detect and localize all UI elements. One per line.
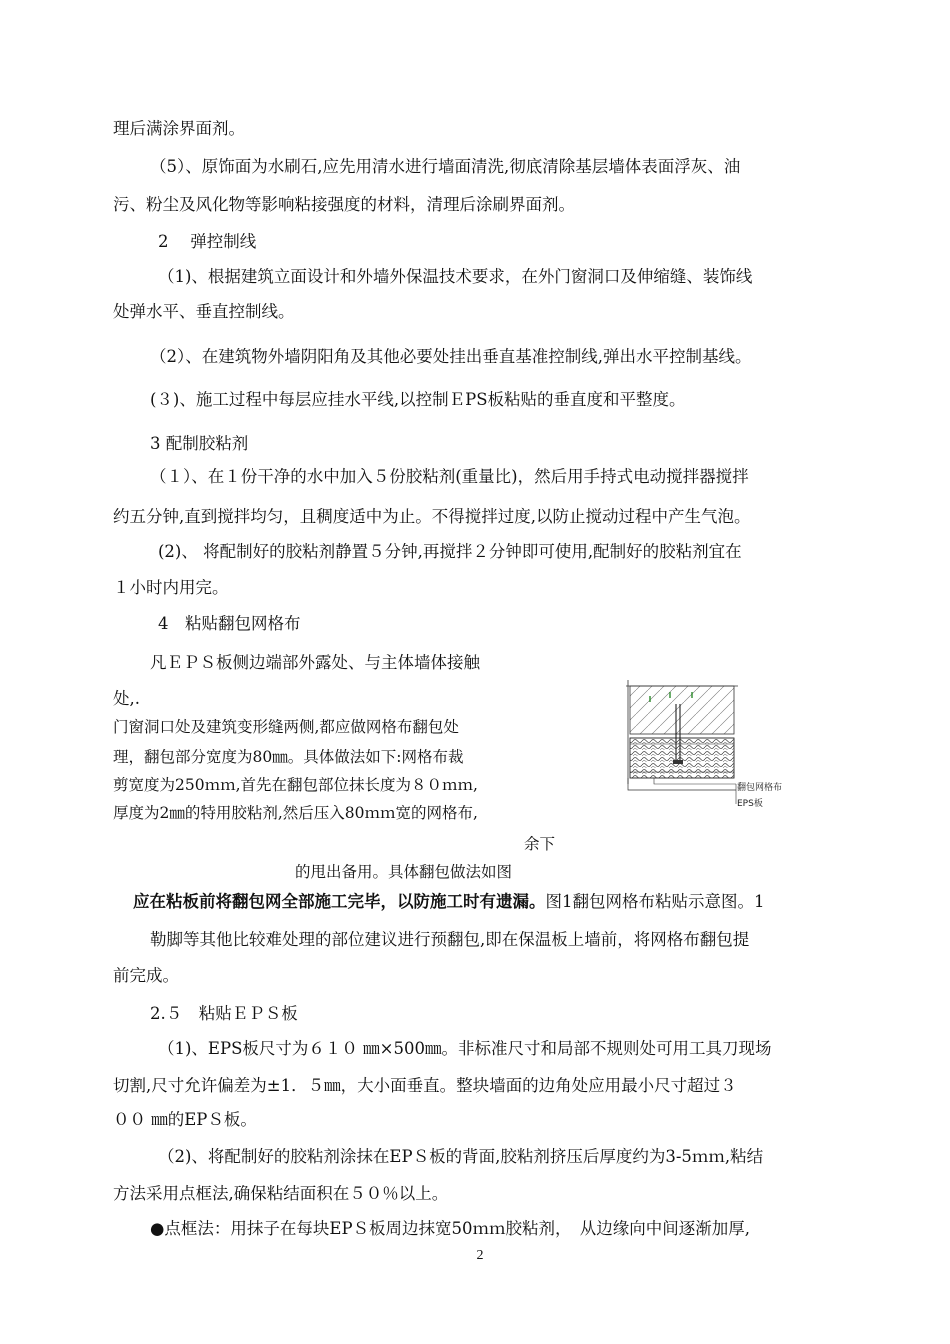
text-line: 勒脚等其他比较难处理的部位建议进行预翻包,即在保温板上墙前，将网格布翻包提 — [150, 930, 750, 949]
text-line: 前完成。 — [113, 966, 179, 985]
text-line: ００ ㎜的EPＳ板。 — [113, 1110, 257, 1129]
figure-caption: 图1翻包网格布粘贴示意图。1 — [545, 892, 765, 911]
text-line: 约五分钟,直到搅拌均匀，且稠度适中为止。不得搅拌过度,以防止搅动过程中产生气泡。 — [113, 507, 751, 526]
label-mesh: 翻包网格布 — [737, 783, 783, 793]
text-line: 门窗洞口处及建筑变形缝两侧,都应做网格布翻包处 — [113, 718, 459, 736]
bold-notice: 应在粘板前将翻包网全部施工完毕，以防施工时有遗漏。 — [133, 892, 546, 911]
text-line-emphasis — [133, 891, 765, 913]
text-line: (2)、 将配制好的胶粘剂静置５分钟,再搅拌２分钟即可使用,配制好的胶粘剂宜在 — [158, 542, 742, 561]
text-line: （1)、根据建筑立面设计和外墙外保温技术要求，在外门窗洞口及伸缩缝、装饰线 — [158, 267, 753, 286]
label-eps: EPS板 — [737, 799, 763, 809]
text-line: ●点框法：用抹子在每块EPＳ板周边抹宽50ｍｍ胶粘剂， 从边缘向中间逐渐加厚, — [150, 1219, 751, 1238]
page-number: 2 — [476, 1248, 484, 1263]
text-line: （2）、在建筑物外墙阴阳角及其他必要处挂出垂直基准控制线,弹出水平控制基线。 — [150, 347, 752, 366]
text-line: （1)、EPS板尺寸为６１０ ㎜×500㎜。非标准尺寸和局部不规则处可用工具刀现场 — [158, 1039, 772, 1058]
text-line: 污、粉尘及风化物等影响粘接强度的材料，清理后涂刷界面剂。 — [113, 195, 575, 214]
text-line: 的甩出备用。具体翻包做法如图 — [295, 863, 513, 881]
text-line: 处弹水平、垂直控制线。 — [113, 302, 295, 321]
eps-board — [630, 738, 734, 778]
section-heading: 2.５ 粘贴ＥＰＳ板 — [150, 1004, 298, 1023]
text-line: 切割,尺寸允许偏差为±1．５㎜，大小面垂直。整块墙面的边角处应用最小尺寸超过３ — [113, 1076, 737, 1095]
text-line: （5）、原饰面为水刷石,应先用清水进行墙面清洗,彻底清除基层墙体表面浮灰、油 — [150, 157, 741, 176]
text-line: （2)、将配制好的胶粘剂涂抹在EPＳ板的背面,胶粘剂挤压后厚度约为3-5ｍｍ,粘结 — [158, 1147, 764, 1166]
text-line: 理后满涂界面剂。 — [113, 119, 245, 138]
text-line: （１）、在１份干净的水中加入５份胶粘剂(重量比)，然后用手持式电动搅拌器搅拌 — [150, 467, 749, 486]
text-line: 厚度为2㎜的特用胶粘剂,然后压入80ｍｍ宽的网格布, — [113, 804, 478, 822]
text-line: (３)、施工过程中每层应挂水平线,以控制ＥPS板粘贴的垂直度和平整度。 — [150, 390, 686, 409]
text-line: １小时内用完。 — [113, 578, 229, 597]
text-line: 余下 — [524, 835, 556, 853]
text-line: 方法采用点框法,确保粘结面积在５０％以上。 — [113, 1184, 449, 1203]
text-line: 处,. — [113, 689, 140, 708]
section-heading: 3 配制胶粘剂 — [150, 434, 249, 453]
text-line: 凡ＥＰＳ板侧边端部外露处、与主体墙体接触 — [150, 653, 480, 672]
section-heading: 4 粘贴翻包网格布 — [158, 614, 301, 633]
text-line: 剪宽度为250ｍｍ,首先在翻包部位抹长度为８０ｍｍ, — [113, 776, 478, 794]
eps-mesh-wrapping-diagram — [624, 678, 794, 822]
text-line: 理，翻包部分宽度为80㎜。具体做法如下:网格布裁 — [113, 748, 464, 766]
section-heading: 2 弹控制线 — [158, 232, 257, 251]
leader-lines — [628, 778, 736, 804]
